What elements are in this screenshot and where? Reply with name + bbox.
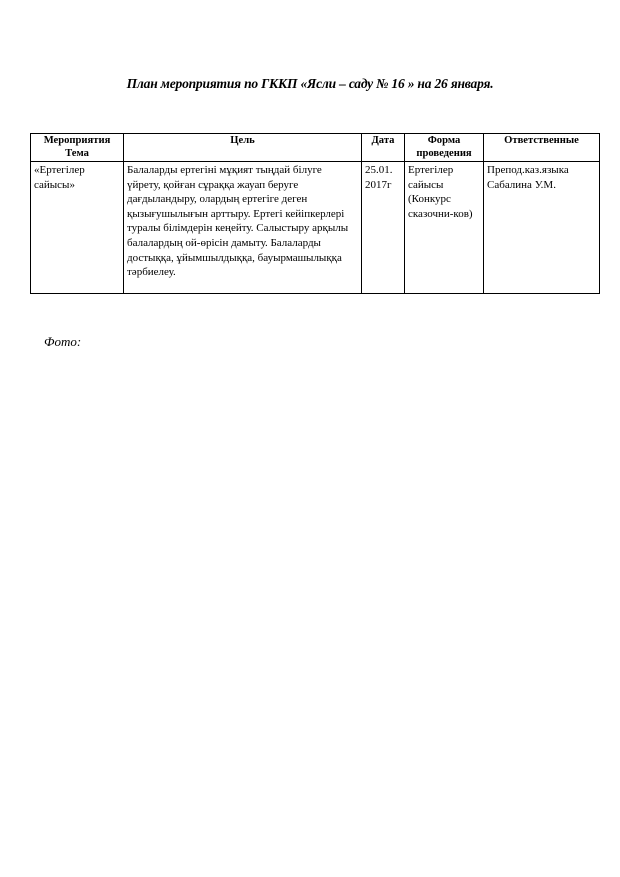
- header-form: Форма проведения: [405, 134, 484, 162]
- header-goal: Цель: [124, 134, 362, 162]
- cell-goal: [124, 162, 362, 294]
- header-date: Дата: [362, 134, 405, 162]
- photo-label: Фото:: [44, 334, 82, 349]
- event-text: «Ертегілер сайысы»: [34, 164, 85, 191]
- cell-event: [31, 162, 124, 294]
- date-text: 25.01. 2017г: [365, 164, 393, 191]
- table-header-row: [31, 134, 600, 162]
- cell-responsible: [484, 162, 600, 294]
- cell-date: [362, 162, 405, 294]
- document-title: План мероприятия по ГККП «Ясли – саду № 16 » на 26 января.: [126, 76, 494, 91]
- goal-text: Балаларды ертегіні мұқият тыңдай білуге үйрету, қойған сұраққа жауап беруге дағдыландыру, олардың ертегіге деген қызығушылығын арттыру. Ертегі кейіпкерлері туралы білімдерін кеңейту. Салыстыру арқылы балалардың ой-өрісін дамыту. Балаларды достыққа, ұйымшылдыққа, бауырмашылыққа тәрбиелеу.: [127, 164, 349, 279]
- responsible-text: Препод.каз.языка Сабалина У.М.: [487, 164, 569, 191]
- event-plan-table: [30, 133, 600, 294]
- table-row: [31, 162, 600, 294]
- header-responsible: Ответственные: [484, 134, 600, 162]
- cell-form: [405, 162, 484, 294]
- header-event-topic: Мероприятия Тема: [31, 134, 124, 162]
- form-text: Ертегілер сайысы (Конкурс сказочни-ков): [408, 164, 473, 220]
